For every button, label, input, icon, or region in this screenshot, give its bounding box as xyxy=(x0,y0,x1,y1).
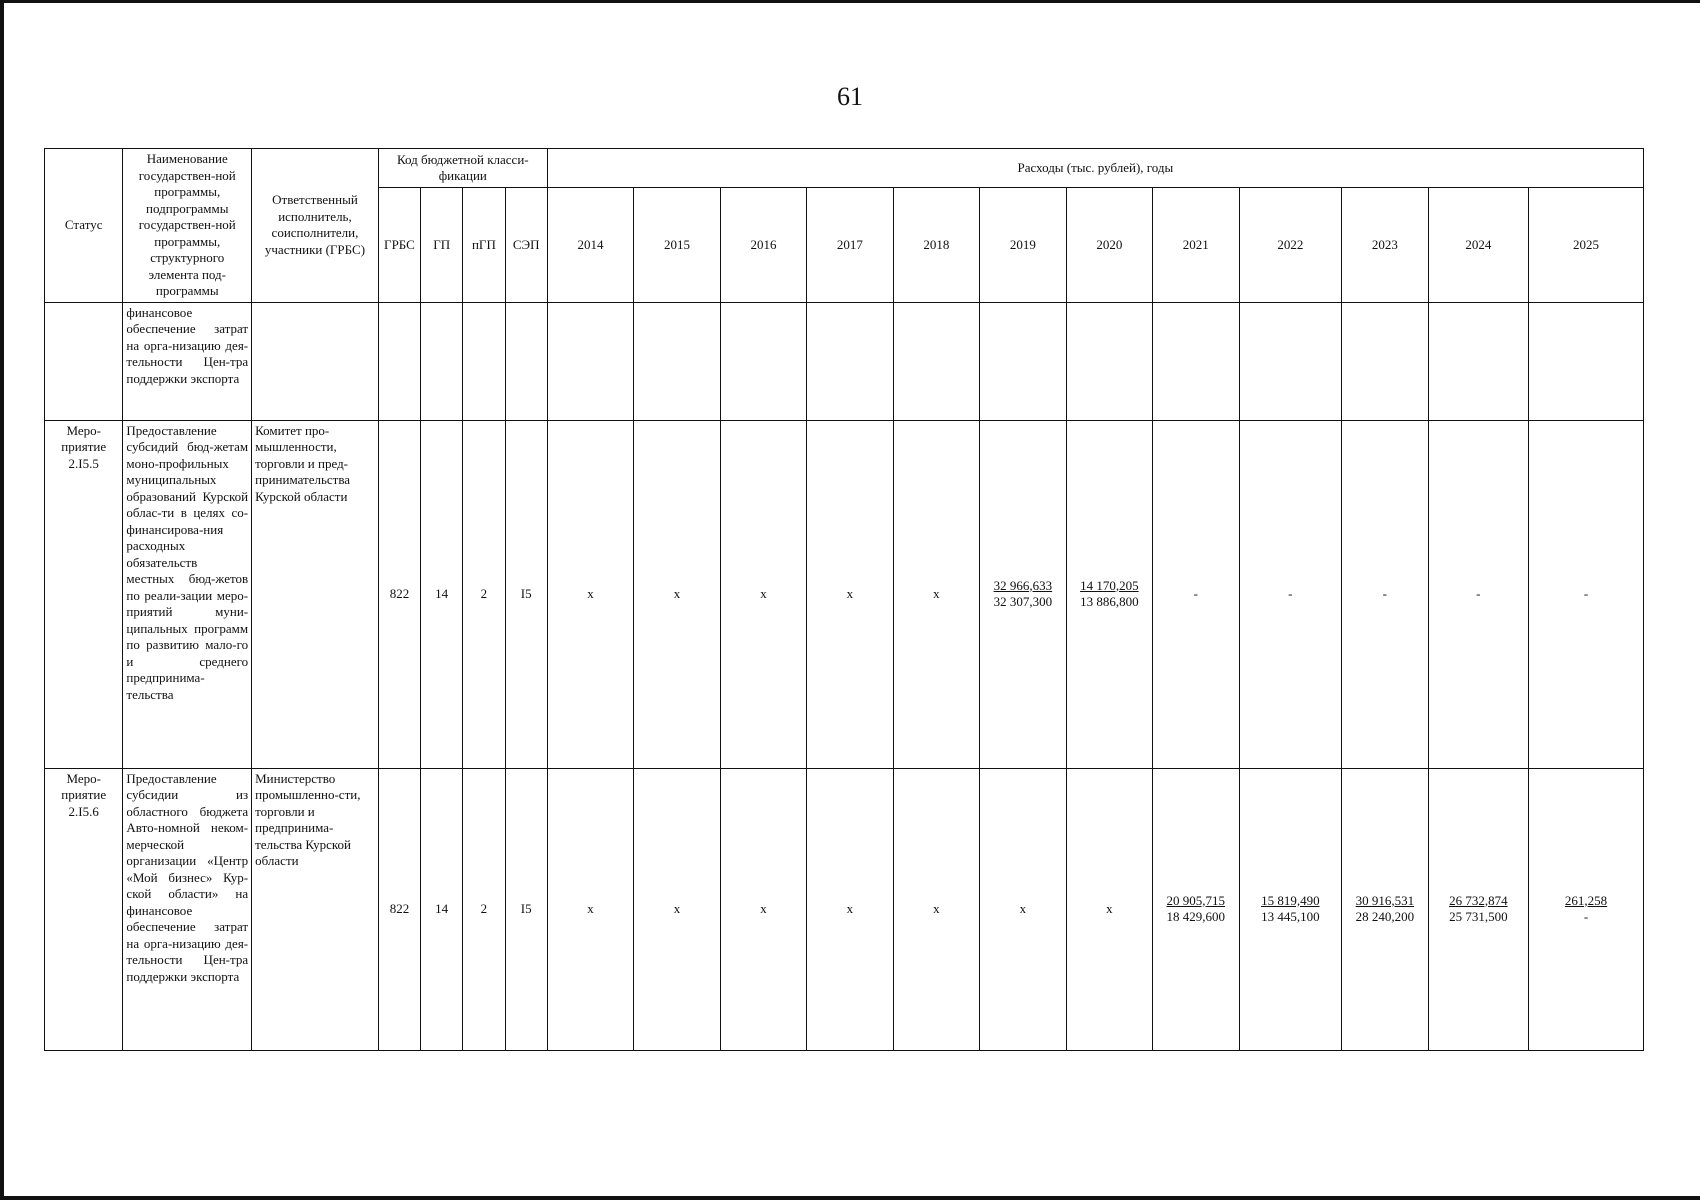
cell-gp: 14 xyxy=(421,768,463,1050)
cell-expense-value xyxy=(1066,420,1152,768)
cell-expense-value xyxy=(634,420,720,768)
expense-value: х xyxy=(933,585,940,601)
cell-responsible: Комитет про-мышленности, торговли и пред-принимательства Курской области xyxy=(252,420,379,768)
header-year: 2021 xyxy=(1153,188,1239,302)
header-year: 2019 xyxy=(980,188,1066,302)
header-status: Статус xyxy=(45,149,123,303)
cell-gp: 14 xyxy=(421,420,463,768)
expense-total: 20 905,715 xyxy=(1166,892,1226,908)
cell-sep: I5 xyxy=(505,768,547,1050)
cell-status: Меро-приятие 2.I5.5 xyxy=(45,420,123,768)
expense-subtotal: 18 429,600 xyxy=(1166,908,1226,924)
cell-grbs: 822 xyxy=(378,768,420,1050)
expense-fraction xyxy=(1261,893,1320,926)
cell-expense-value xyxy=(1529,768,1644,1050)
cell-pgp: 2 xyxy=(463,420,505,768)
cell-expense-value xyxy=(807,420,893,768)
expense-total: 261,258 xyxy=(1564,892,1608,908)
header-grbs: ГРБС xyxy=(378,188,420,302)
cell-status: Меро-приятие 2.I5.6 xyxy=(45,768,123,1050)
scan-border-left xyxy=(0,0,4,1200)
expense-value: х xyxy=(846,585,854,601)
expense-value: - xyxy=(1476,585,1481,601)
table-row xyxy=(45,768,1644,1050)
expense-value: х xyxy=(933,900,940,916)
expense-total: 32 966,633 xyxy=(993,577,1053,593)
cell-expense-value xyxy=(807,768,893,1050)
table-row xyxy=(45,302,1644,420)
header-year: 2020 xyxy=(1066,188,1152,302)
expense-subtotal: 13 445,100 xyxy=(1261,908,1320,924)
cell-expense-value xyxy=(893,768,979,1050)
expense-value: х xyxy=(587,900,594,916)
expense-total: 15 819,490 xyxy=(1261,892,1320,908)
cell-expense-value xyxy=(720,302,806,420)
header-gp: ГП xyxy=(421,188,463,302)
cell-gp xyxy=(421,302,463,420)
expense-subtotal: - xyxy=(1583,908,1589,924)
expense-value: х xyxy=(587,585,594,601)
header-program-name: Наименование государствен-ной программы, подпрограммы государствен-ной программы, структурного элемента под-программы xyxy=(123,149,252,303)
expense-value: х xyxy=(673,585,681,601)
expense-subtotal: 32 307,300 xyxy=(993,593,1053,609)
expense-total: 26 732,874 xyxy=(1449,892,1508,908)
cell-grbs: 822 xyxy=(378,420,420,768)
table-row xyxy=(45,420,1644,768)
header-budget-code: Код бюджетной класси-фикации xyxy=(378,149,547,188)
expense-value: - xyxy=(1583,585,1589,601)
cell-expense-value xyxy=(547,302,633,420)
header-year: 2017 xyxy=(807,188,893,302)
cell-program-name: Предоставление субсидий бюд-жетам моно-профильных муниципальных образований Курской облас-ти в целях со-финансирова-ния расходных обязательств местных бюд-жетов по реали-зации меро-приятий муни-ципальных программ по развитию мало-го и среднего предпринима-тельства xyxy=(123,420,252,768)
cell-sep xyxy=(505,302,547,420)
cell-expense-value xyxy=(1239,302,1342,420)
expense-fraction xyxy=(1449,893,1508,926)
cell-pgp: 2 xyxy=(463,768,505,1050)
expense-value: х xyxy=(846,900,854,916)
cell-expense-value xyxy=(1153,302,1239,420)
cell-expense-value xyxy=(893,302,979,420)
header-year: 2014 xyxy=(547,188,633,302)
expense-value: х xyxy=(760,585,767,601)
cell-expense-value xyxy=(547,768,633,1050)
expense-fraction xyxy=(1565,893,1607,926)
cell-expense-value xyxy=(1239,420,1342,768)
header-year: 2015 xyxy=(634,188,720,302)
header-expenses: Расходы (тыс. рублей), годы xyxy=(547,149,1643,188)
header-year: 2018 xyxy=(893,188,979,302)
header-year: 2023 xyxy=(1342,188,1428,302)
expense-value: х xyxy=(1019,900,1027,916)
cell-expense-value xyxy=(980,768,1066,1050)
expense-fraction xyxy=(1167,893,1226,926)
expense-fraction xyxy=(994,578,1053,611)
expense-subtotal: 25 731,500 xyxy=(1449,908,1508,924)
expense-subtotal: 28 240,200 xyxy=(1355,908,1415,924)
expense-value: - xyxy=(1382,585,1387,601)
cell-program-name: Предоставление субсидии из областного бюджета Авто-номной неком-мерческой организации «Центр «Мой бизнес» Кур-ской области» на финансовое обеспечение затрат на орга-низацию дея-тельности Цен-тра поддержки экспорта xyxy=(123,768,252,1050)
cell-expense-value xyxy=(893,420,979,768)
header-responsible: Ответственный исполнитель, соисполнители, участники (ГРБС) xyxy=(252,149,379,303)
cell-sep: I5 xyxy=(505,420,547,768)
expense-fraction xyxy=(1356,893,1415,926)
cell-expense-value xyxy=(1066,768,1152,1050)
cell-expense-value xyxy=(634,302,720,420)
header-year: 2025 xyxy=(1529,188,1644,302)
cell-program-name: финансовое обеспечение затрат на орга-низацию дея-тельности Цен-тра поддержки экспорта xyxy=(123,302,252,420)
cell-expense-value xyxy=(1153,768,1239,1050)
cell-expense-value xyxy=(634,768,720,1050)
header-pgp: пГП xyxy=(463,188,505,302)
cell-expense-value xyxy=(1529,420,1644,768)
cell-responsible: Министерство промышленно-сти, торговли и предпринима-тельства Курской области xyxy=(252,768,379,1050)
cell-expense-value xyxy=(1153,420,1239,768)
header-year: 2016 xyxy=(720,188,806,302)
cell-responsible xyxy=(252,302,379,420)
expense-fraction xyxy=(1080,578,1139,611)
cell-expense-value xyxy=(1529,302,1644,420)
header-year: 2024 xyxy=(1428,188,1529,302)
page-number: 61 xyxy=(837,82,863,111)
cell-pgp xyxy=(463,302,505,420)
budget-table xyxy=(44,148,1644,1051)
expense-total: 14 170,205 xyxy=(1080,577,1139,593)
cell-expense-value xyxy=(1342,302,1428,420)
cell-expense-value xyxy=(980,420,1066,768)
scan-border-bottom xyxy=(0,1196,1700,1200)
cell-expense-value xyxy=(1342,768,1428,1050)
expense-value: - xyxy=(1288,585,1293,601)
cell-expense-value xyxy=(720,420,806,768)
cell-expense-value xyxy=(807,302,893,420)
expense-value: х xyxy=(760,900,767,916)
scan-border-top xyxy=(0,0,1700,3)
expense-subtotal: 13 886,800 xyxy=(1080,593,1139,609)
cell-expense-value xyxy=(1428,420,1529,768)
table-body xyxy=(45,302,1644,1050)
cell-expense-value xyxy=(1342,420,1428,768)
cell-expense-value xyxy=(1239,768,1342,1050)
expense-value: - xyxy=(1193,585,1198,601)
cell-expense-value xyxy=(1428,768,1529,1050)
expense-value: х xyxy=(673,900,681,916)
cell-expense-value xyxy=(980,302,1066,420)
cell-expense-value xyxy=(720,768,806,1050)
header-sep: СЭП xyxy=(505,188,547,302)
expense-value: х xyxy=(1106,900,1113,916)
header-year: 2022 xyxy=(1239,188,1342,302)
cell-expense-value xyxy=(547,420,633,768)
expense-total: 30 916,531 xyxy=(1355,892,1415,908)
cell-expense-value xyxy=(1428,302,1529,420)
cell-status xyxy=(45,302,123,420)
cell-expense-value xyxy=(1066,302,1152,420)
cell-grbs xyxy=(378,302,420,420)
